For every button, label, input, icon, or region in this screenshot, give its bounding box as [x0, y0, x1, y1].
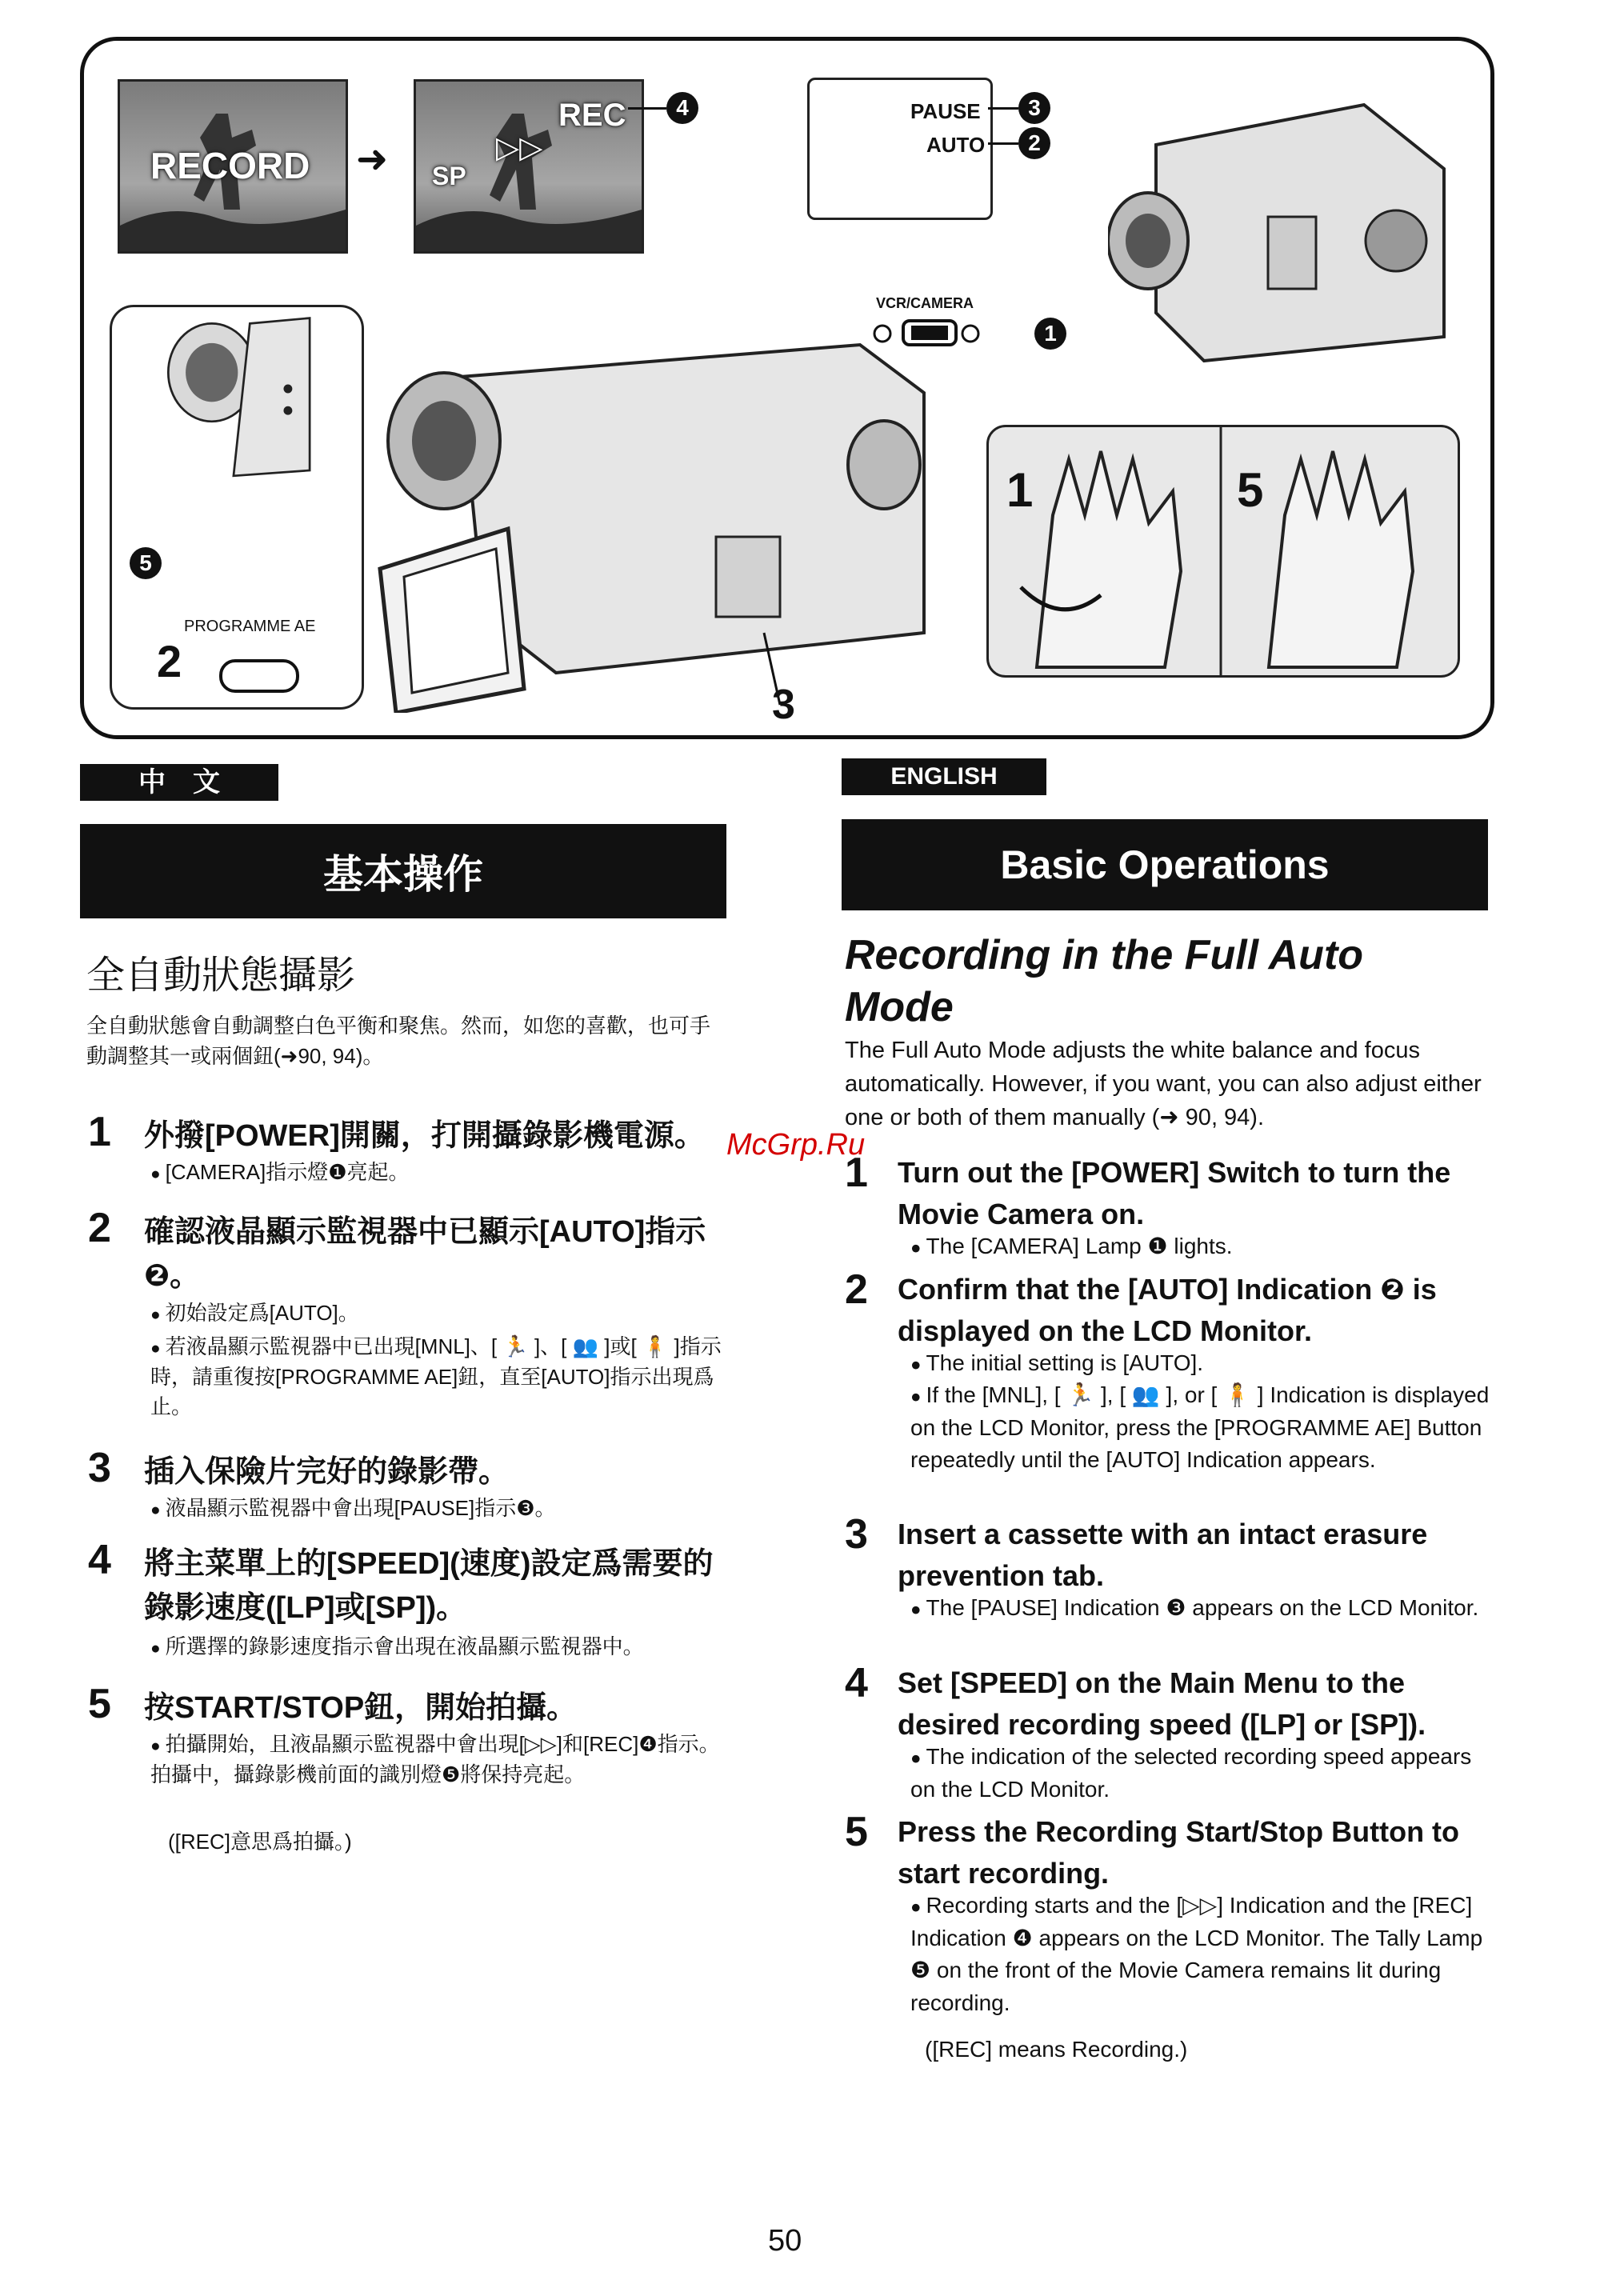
- step-number: 3: [845, 1511, 868, 1558]
- zh-step-1: [88, 1108, 744, 1196]
- step-number: 4: [845, 1660, 868, 1706]
- step-note: ● If the [MNL], [ 🏃 ], [ 👥 ], or [ 🧍 ] Indication is displayed on the LCD Monitor, press the [PROGRAMME AE] Button repeatedly until the [AUTO] Indication appears.: [910, 1379, 1494, 1477]
- step-3-label: 3: [772, 682, 795, 728]
- callout-2: 2: [1018, 127, 1050, 159]
- step-note: ● The [CAMERA] Lamp ❶ lights.: [910, 1230, 1494, 1263]
- step-title: Confirm that the [AUTO] Indication ❷ is displayed on the LCD Monitor.: [898, 1273, 1437, 1348]
- play-symbol: ▷▷: [496, 131, 543, 165]
- step-1-label: 1: [1006, 463, 1034, 517]
- step-title: Insert a cassette with an intact erasure prevention tab.: [898, 1518, 1428, 1593]
- step-title: Turn out the [POWER] Switch to turn the Movie Camera on.: [898, 1156, 1451, 1231]
- english-section-banner: Basic Operations: [842, 819, 1488, 910]
- camera-main-view: [364, 329, 972, 713]
- rec-indicator: REC: [558, 98, 626, 133]
- step-title: 外撥[POWER]開關，打開攝錄影機電源。: [144, 1119, 705, 1153]
- en-step-2: [845, 1266, 1501, 1506]
- step-title: Set [SPEED] on the Main Menu to the desired recording speed ([LP] or [SP]).: [898, 1666, 1426, 1742]
- step-5-label: 5: [1237, 463, 1264, 517]
- en-step-4: [845, 1659, 1501, 1819]
- zh-step-5: [88, 1680, 744, 1888]
- chinese-language-tab: 中 文: [80, 764, 278, 801]
- en-step-1: [845, 1149, 1501, 1277]
- camera-right-view: [1108, 73, 1460, 393]
- step-note: ● The initial setting is [AUTO].: [910, 1347, 1494, 1380]
- arrow-icon: ➜: [356, 138, 389, 181]
- step-title: 將主菜單上的[SPEED](速度)設定爲需要的錄影速度([LP]或[SP])。: [144, 1547, 714, 1626]
- step-number: 2: [88, 1205, 111, 1251]
- step-note: ● The indication of the selected recording speed appears on the LCD Monitor.: [910, 1741, 1494, 1806]
- callout-line: [988, 142, 1018, 145]
- sp-indicator: SP: [432, 162, 466, 190]
- auto-label: AUTO: [926, 133, 986, 157]
- step-note: ● 所選擇的錄影速度指示會出現在液晶顯示監視器中。: [150, 1632, 726, 1662]
- step-number: 4: [88, 1537, 111, 1583]
- step-note: ● 拍攝開始，且液晶顯示監視器中會出現[▷▷]和[REC]❹指示。拍攝中，攝錄影機前面的識別燈❺將保持亮起。: [150, 1730, 726, 1790]
- step-title: 按START/STOP鈕，開始拍攝。: [144, 1691, 578, 1725]
- step-note: ● 液晶顯示監視器中會出現[PAUSE]指示❸。: [150, 1494, 726, 1524]
- en-step-3: [845, 1510, 1501, 1670]
- step-number: 5: [88, 1681, 111, 1727]
- callout-line: [988, 107, 1018, 110]
- step-title: Press the Recording Start/Stop Button to start recording.: [898, 1815, 1460, 1890]
- zh-step-4: [88, 1536, 744, 1672]
- chinese-heading: 全自動狀態攝影: [86, 954, 356, 997]
- monitor-indications-panel: [807, 78, 993, 220]
- step-note: ● The [PAUSE] Indication ❸ appears on the LCD Monitor.: [910, 1592, 1494, 1625]
- step-note: ● [CAMERA]指示燈❶亮起。: [150, 1158, 726, 1188]
- step-note: ● 若液晶顯示監視器中已出現[MNL]、[ 🏃 ]、[ 👥 ]或[ 🧍 ]指示時，請重復按[PROGRAMME AE]鈕，直至[AUTO]指示出現爲止。: [150, 1332, 726, 1422]
- english-heading: Recording in the Full Auto Mode: [845, 932, 1364, 1030]
- step-title: 確認液晶顯示監視器中已顯示[AUTO]指示❷。: [144, 1215, 706, 1294]
- step-title: 插入保險片完好的錄影帶。: [144, 1455, 510, 1489]
- step-2-label: 2: [157, 636, 182, 686]
- record-indicator: RECORD: [150, 145, 310, 186]
- chinese-intro: 全自動狀態會自動調整白色平衡和聚焦。然而，如您的喜歡，也可手動調整其一或兩個鈕(➜90, 94)。: [86, 1014, 711, 1068]
- programme-ae-label: PROGRAMME AE: [184, 618, 316, 635]
- step-note: ● Recording starts and the [▷▷] Indication and the [REC] Indication ❹ appears on the LCD Monitor. The Tally Lamp ❺ on the front of the Movie Camera remains lit during recording.: [910, 1890, 1494, 2019]
- hand-operation-panel: [986, 425, 1460, 678]
- step-number: 1: [88, 1109, 111, 1155]
- programme-ae-button-icon: [219, 659, 299, 693]
- en-step-5: [845, 1808, 1501, 2096]
- step-number: 5: [845, 1809, 868, 1855]
- zh-step-2: [88, 1204, 744, 1444]
- callout-3: 3: [1018, 92, 1050, 124]
- english-language-tab: ENGLISH: [842, 758, 1046, 795]
- pause-label: PAUSE: [910, 99, 981, 123]
- step-note: ● 初始設定爲[AUTO]。: [150, 1298, 726, 1329]
- callout-1: 1: [1034, 318, 1066, 350]
- step-number: 3: [88, 1445, 111, 1491]
- zh-step-3: [88, 1444, 744, 1524]
- camera-side-view: [110, 305, 364, 710]
- step-note: ([REC] means Recording.): [925, 2037, 1188, 2062]
- illustration-frame: [80, 37, 1494, 739]
- chinese-section-banner: 基本操作: [80, 824, 726, 918]
- vcr-camera-label: VCR/CAMERA: [876, 295, 974, 311]
- english-intro: The Full Auto Mode adjusts the white balance and focus automatically. However, if you want, you can also adjust either one or both of them manually (➜ 90, 94).: [845, 1038, 1482, 1131]
- callout-5: 5: [130, 547, 162, 579]
- watermark-text: McGrp.Ru: [726, 1128, 866, 1162]
- callout-4: 4: [666, 92, 698, 124]
- callout-line: [628, 107, 666, 110]
- step-number: 1: [845, 1150, 868, 1196]
- lcd-screen-record: [118, 79, 348, 254]
- step-note: ([REC]意思爲拍攝。): [168, 1830, 352, 1854]
- page-number: 50: [768, 2224, 802, 2258]
- lcd-screen-rec: [414, 79, 644, 254]
- step-number: 2: [845, 1266, 868, 1313]
